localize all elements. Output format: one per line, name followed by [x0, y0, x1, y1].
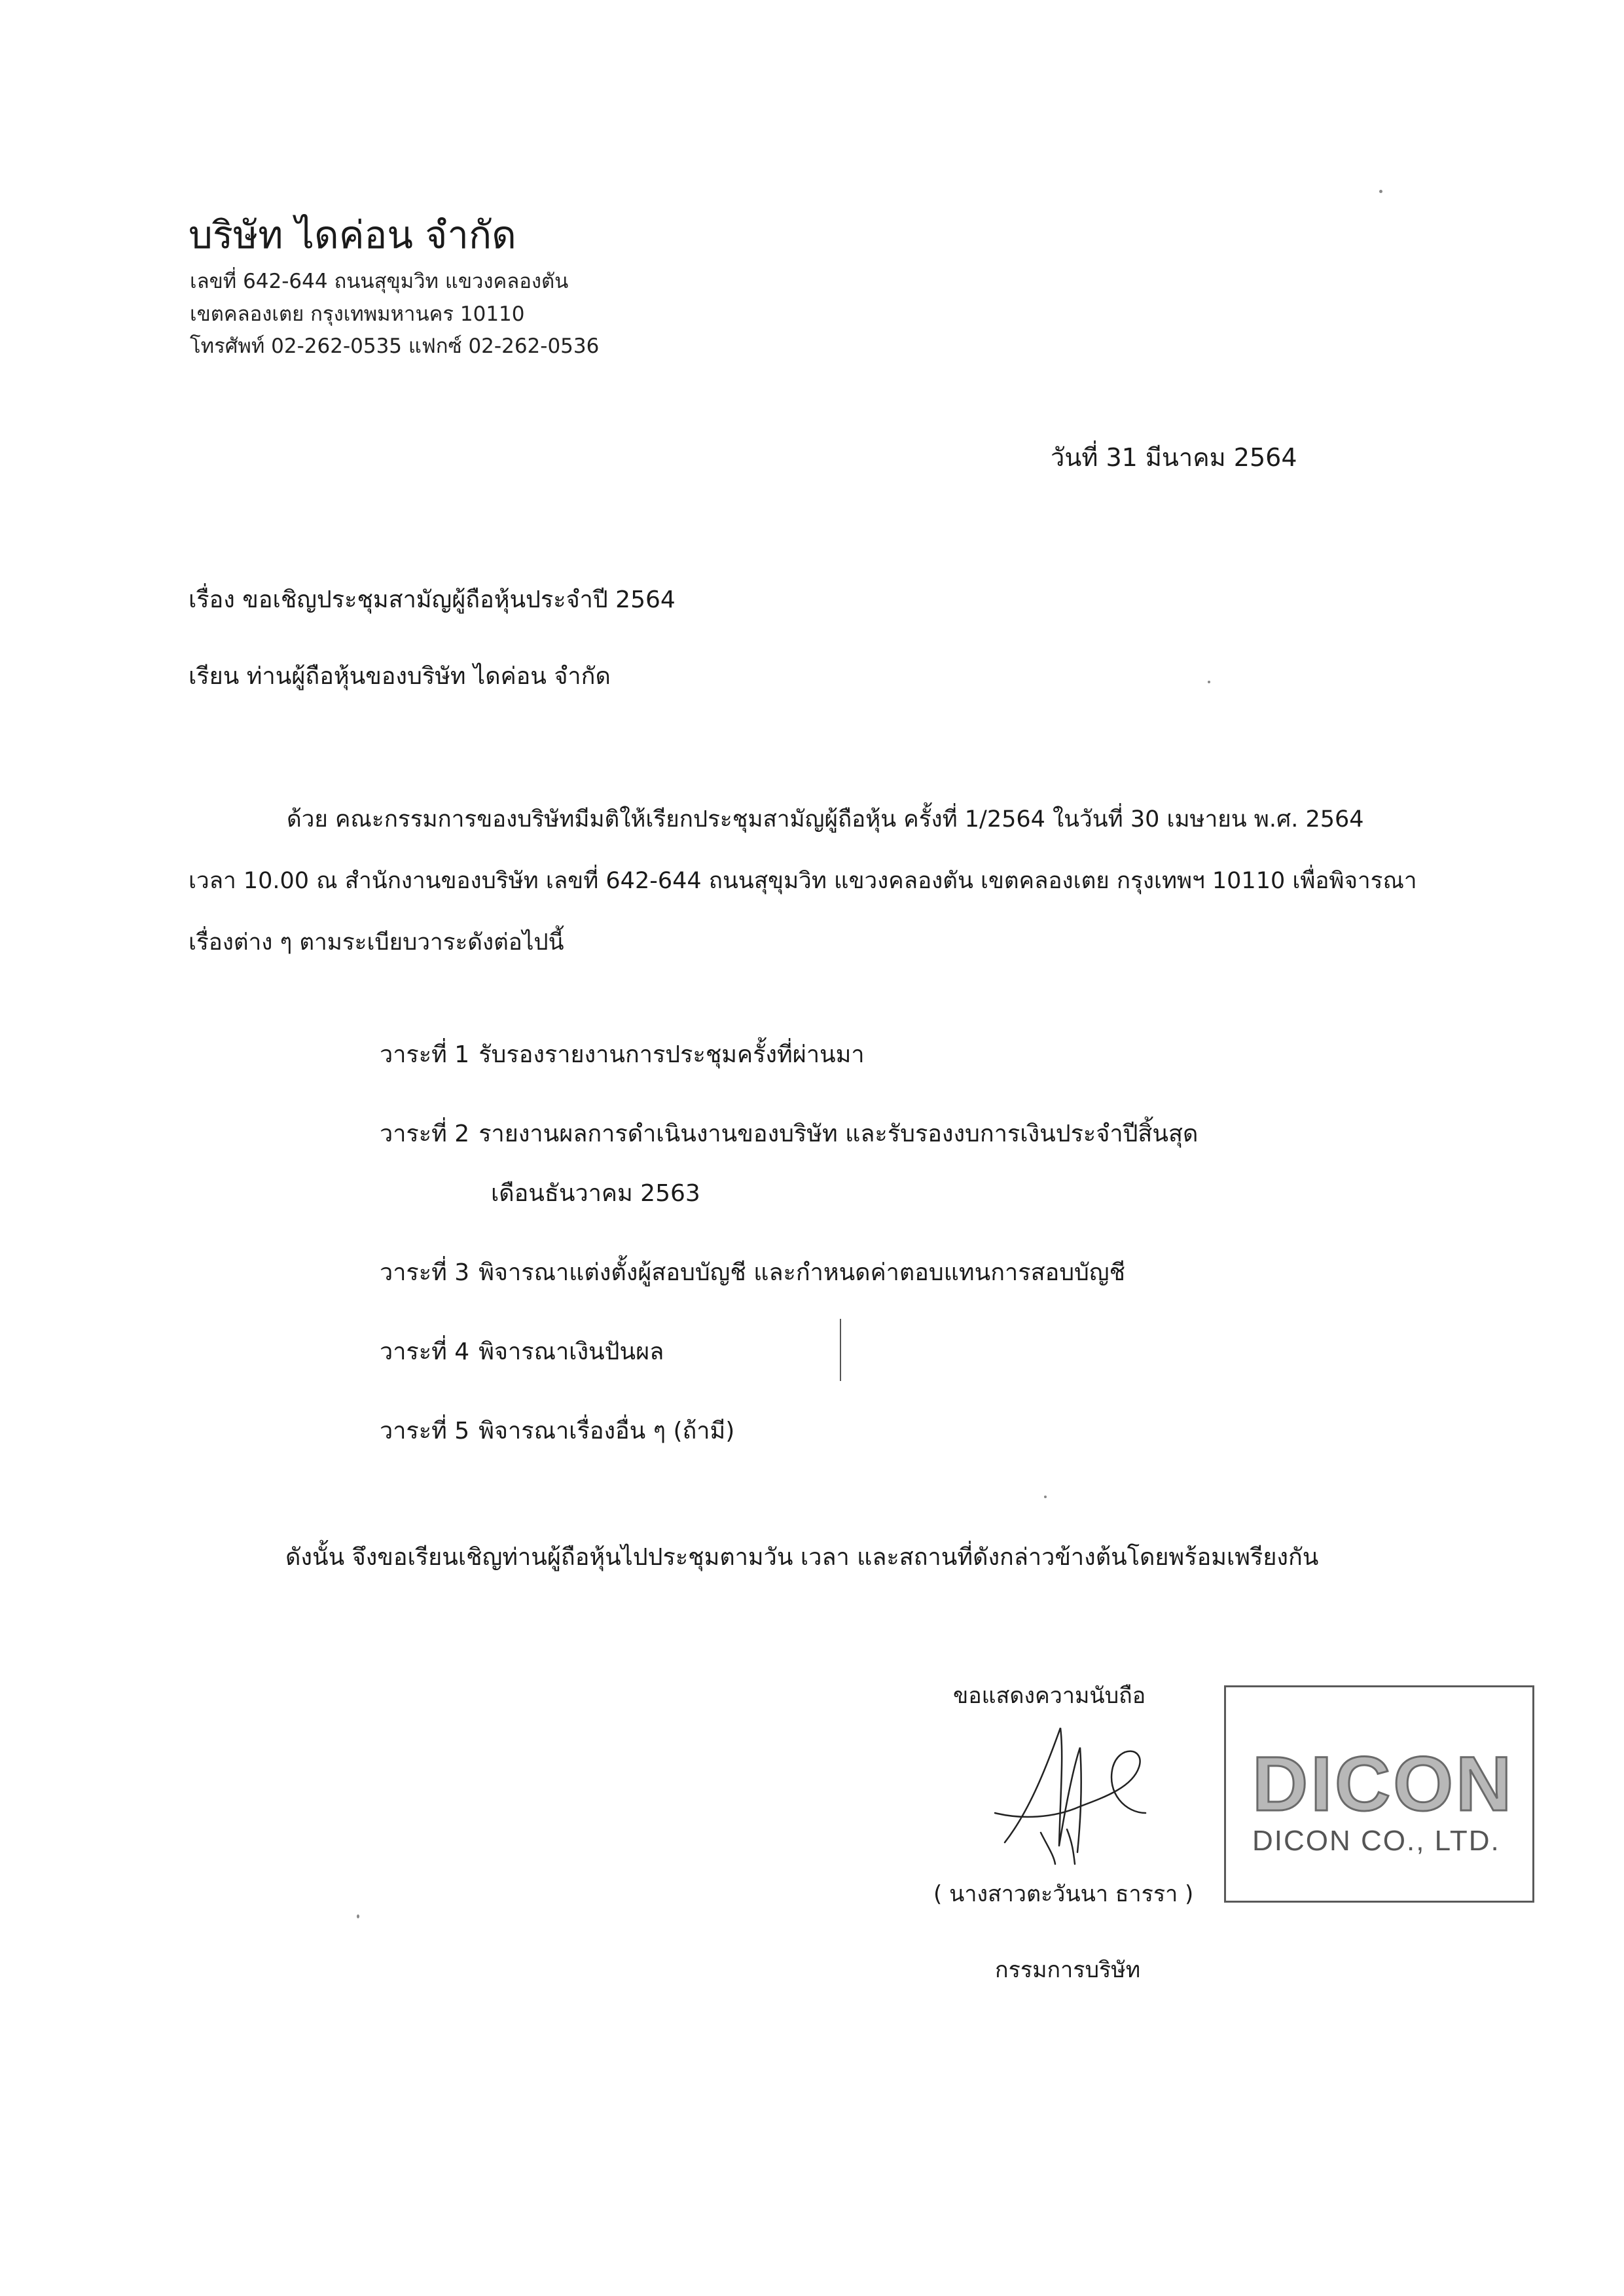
agenda-text: พิจารณาเรื่องอื่น ๆ (ถ้ามี): [478, 1418, 735, 1444]
body-line-3: เรื่องต่าง ๆ ตามระเบียบวาระดังต่อไปนี้: [189, 929, 564, 956]
agenda-text-continued: เดือนธันวาคม 2563: [491, 1180, 700, 1207]
company-stamp: [1224, 1685, 1534, 1903]
letter-body: [189, 789, 1445, 973]
scan-mark: [840, 1319, 841, 1381]
agenda-item-5: [380, 1412, 1198, 1449]
agenda-text: รับรองรายงานการประชุมครั้งที่ผ่านมา: [478, 1041, 865, 1068]
agenda-number: วาระที่ 5: [380, 1418, 470, 1444]
body-line-1: ด้วย คณะกรรมการของบริษัทมีมติให้เรียกประชุมสามัญผู้ถือหุ้น ครั้งที่ 1/2564 ในวันที่ 30 เมษายน พ.ศ. 2564: [287, 806, 1364, 833]
agenda-number: วาระที่ 3: [380, 1259, 470, 1286]
company-contact-line: โทรศัพท์ 02-262-0535 แฟกซ์ 02-262-0536: [190, 334, 600, 358]
agenda-number: วาระที่ 2: [380, 1121, 470, 1147]
signer-name: ( นางสาวตะวันนา ธารรา ): [933, 1881, 1194, 1907]
stamp-company-name: DICON CO., LTD.: [1252, 1825, 1500, 1857]
company-name: บริษัท ไดค่อน จำกัด: [189, 213, 516, 257]
handwritten-signature: [982, 1715, 1152, 1865]
agenda-text: พิจารณาเงินปันผล: [478, 1338, 664, 1365]
agenda-number: วาระที่ 4: [380, 1338, 470, 1365]
scan-speck: [1379, 190, 1382, 193]
agenda-list: [380, 1035, 1198, 1491]
agenda-item-1: [380, 1035, 1198, 1073]
signature-stroke: [995, 1728, 1146, 1864]
regards-text: ขอแสดงความนับถือ: [953, 1683, 1146, 1709]
company-address-line1: เลขที่ 642-644 ถนนสุขุมวิท แขวงคลองตัน: [190, 270, 569, 293]
signer-position: กรรมการบริษัท: [995, 1957, 1141, 1983]
agenda-item-4: [380, 1333, 1198, 1370]
scan-speck: [1208, 681, 1210, 683]
body-line-2: เวลา 10.00 ณ สำนักงานของบริษัท เลขที่ 642-644 ถนนสุขุมวิท แขวงคลองตัน เขตคลองเตย กรุงเทพฯ 10110 เพื่อพิจารณา: [189, 868, 1417, 894]
agenda-item-2: [380, 1115, 1198, 1211]
stamp-logo: DICON: [1252, 1741, 1515, 1827]
scan-speck: [1044, 1496, 1047, 1498]
closing-paragraph: ดังนั้น จึงขอเรียนเชิญท่านผู้ถือหุ้นไปประชุมตามวัน เวลา และสถานที่ดังกล่าวข้างต้นโดยพร้อมเพรียงกัน: [285, 1544, 1319, 1571]
agenda-text: รายงานผลการดำเนินงานของบริษัท และรับรองงบการเงินประจำปีสิ้นสุด: [478, 1121, 1199, 1147]
agenda-text: พิจารณาแต่งตั้งผู้สอบบัญชี และกำหนดค่าตอบแทนการสอบบัญชี: [478, 1259, 1126, 1286]
letter-salutation: เรียน ท่านผู้ถือหุ้นของบริษัท ไดค่อน จำกัด: [189, 663, 611, 690]
letter-date: วันที่ 31 มีนาคม 2564: [1051, 443, 1297, 472]
agenda-item-3: [380, 1253, 1198, 1291]
letter-subject: เรื่อง ขอเชิญประชุมสามัญผู้ถือหุ้นประจำปี 2564: [189, 586, 676, 613]
company-address-line2: เขตคลองเตย กรุงเทพมหานคร 10110: [190, 302, 525, 326]
agenda-number: วาระที่ 1: [380, 1041, 470, 1068]
scan-speck: [357, 1914, 359, 1918]
